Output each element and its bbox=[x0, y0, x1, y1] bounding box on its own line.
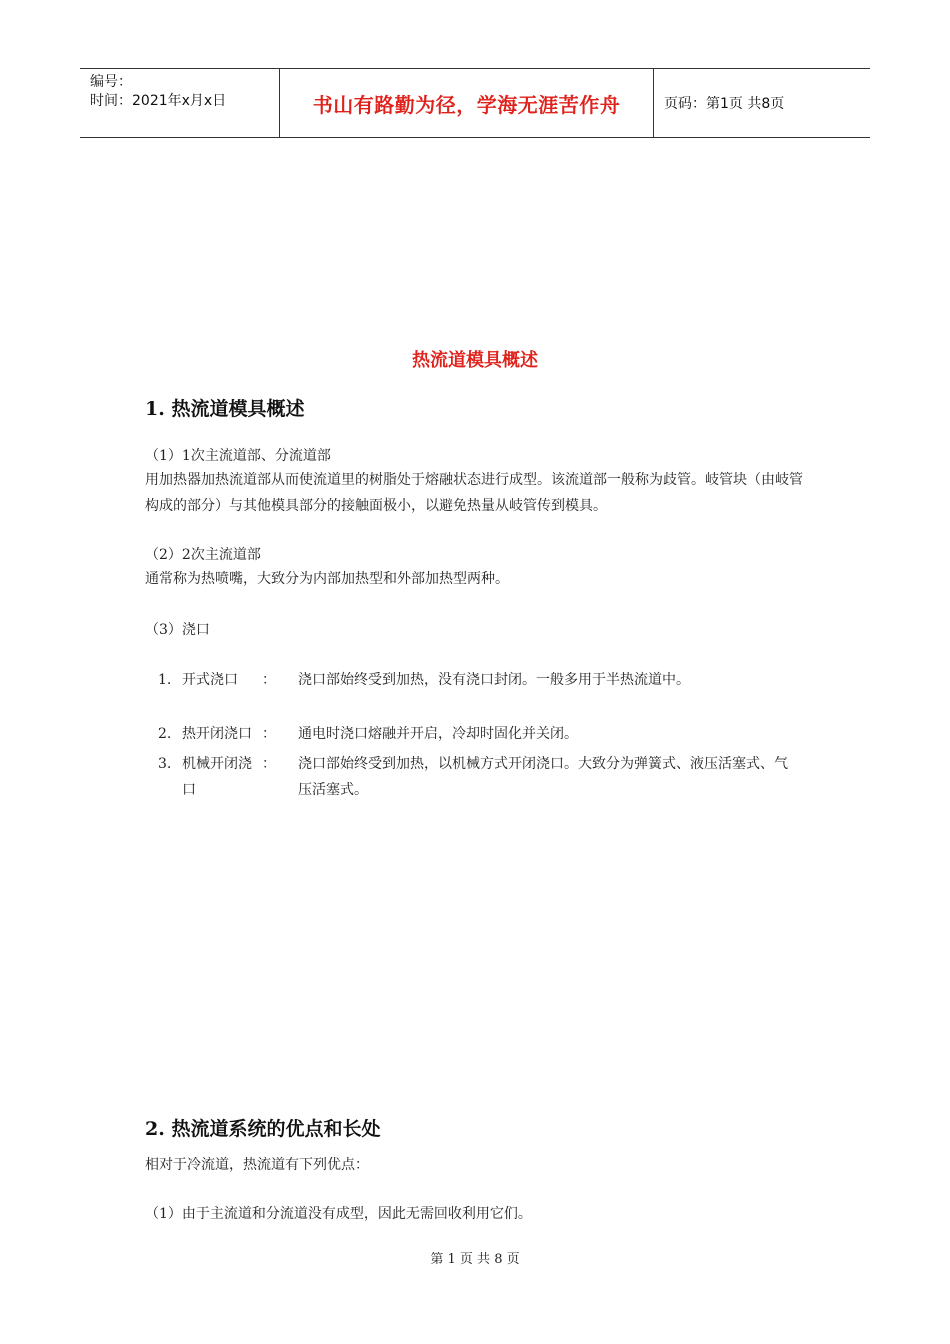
time-label: 时间：2021年x月x日 bbox=[90, 93, 227, 109]
section2-heading: 2. 热流道系统的优点和长处 bbox=[145, 1118, 381, 1140]
page-code: 页码：第1页 共8页 bbox=[664, 96, 785, 112]
section1-item2-heading: （2）2次主流道部 bbox=[145, 547, 261, 563]
document-title: 热流道模具概述 bbox=[412, 350, 538, 371]
section1-heading: 1. 热流道模具概述 bbox=[145, 398, 305, 420]
gate-list-item bbox=[158, 667, 808, 693]
gate-term: 机械开闭浇口 bbox=[182, 756, 252, 798]
section1-item1-body: 用加热器加热流道部从而使流道里的树脂处于熔融状态进行成型。该流道部一般称为歧管。岐管块（由岐管构成的部分）与其他模具部分的接触面极小，以避免热量从岐管传到模具。 bbox=[145, 472, 803, 514]
gate-list-item bbox=[158, 751, 808, 803]
gate-desc: 浇口部始终受到加热，以机械方式开闭浇口。大致分为弹簧式、液压活塞式、气压活塞式。 bbox=[298, 756, 788, 798]
number-label: 编号： bbox=[90, 74, 132, 90]
gate-term: 开式浇口 bbox=[182, 672, 238, 688]
gate-colon: ： bbox=[262, 756, 276, 772]
gate-desc: 通电时浇口熔融并开启，冷却时固化并关闭。 bbox=[298, 726, 578, 742]
header-table bbox=[80, 68, 870, 138]
section2-point1: （1）由于主流道和分流道没有成型，因此无需回收利用它们。 bbox=[145, 1206, 532, 1222]
section1-item2-body: 通常称为热喷嘴，大致分为内部加热型和外部加热型两种。 bbox=[145, 571, 509, 587]
motto: 书山有路勤为径，学海无涯苦作舟 bbox=[280, 69, 654, 137]
page-footer: 第 1 页 共 8 页 bbox=[430, 1252, 520, 1267]
gate-index: 2. bbox=[158, 726, 172, 742]
gate-term: 热开闭浇口 bbox=[182, 726, 252, 742]
section1-item1-heading: （1）1次主流道部、分流道部 bbox=[145, 448, 331, 464]
gate-index: 3. bbox=[158, 756, 172, 772]
gate-colon: ： bbox=[262, 672, 276, 688]
gate-index: 1. bbox=[158, 672, 172, 688]
gate-list-item bbox=[158, 721, 808, 747]
header-meta-cell bbox=[80, 69, 280, 137]
section1-item3-heading: （3）浇口 bbox=[145, 622, 210, 638]
section2-intro: 相对于冷流道，热流道有下列优点： bbox=[145, 1157, 369, 1173]
gate-colon: ： bbox=[262, 726, 276, 742]
gate-desc: 浇口部始终受到加热，没有浇口封闭。一般多用于半热流道中。 bbox=[298, 672, 690, 688]
